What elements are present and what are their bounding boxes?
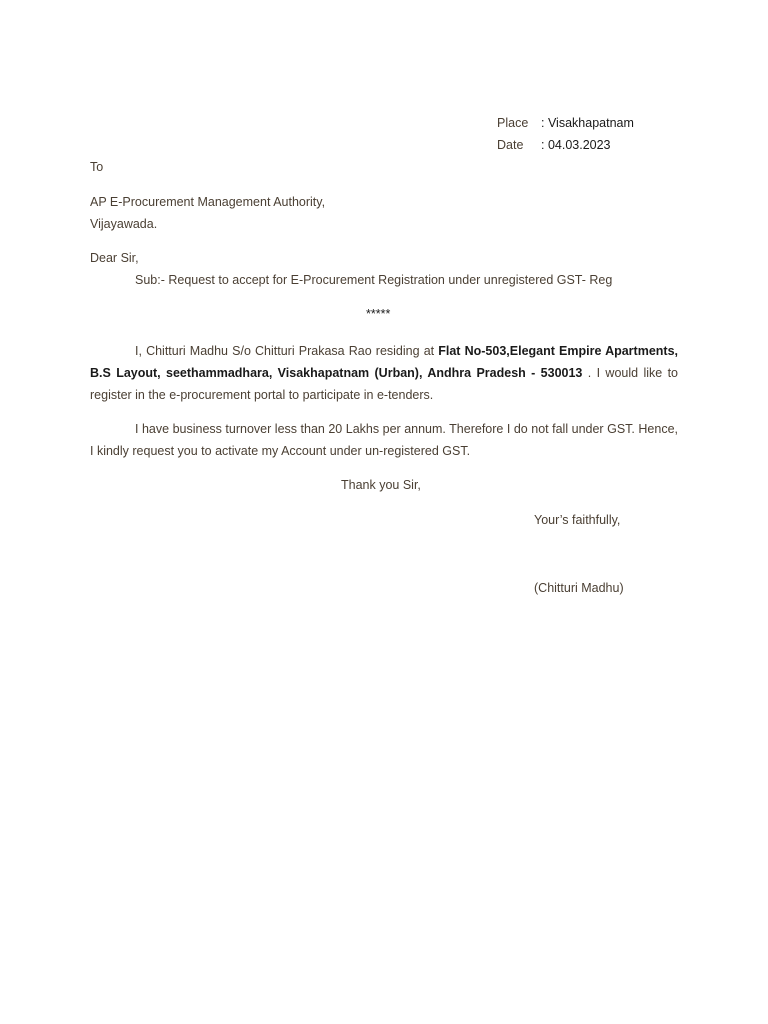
paragraph-1-rest: . I would like to register in the e-procurement portal to participate in e-tenders. — [90, 366, 679, 402]
date-value: : 04.03.2023 — [541, 138, 611, 152]
signature-name: (Chitturi Madhu) — [534, 581, 624, 595]
salutation: Dear Sir, — [90, 251, 139, 265]
subject-line: Sub:- Request to accept for E-Procurement Registration under unregistered GST- Reg — [135, 273, 613, 287]
place-label: Place — [497, 116, 529, 130]
paragraph-2-text: I have business turnover less than 20 Lakhs per annum. Therefore I do not fall under GST. Hence, I kindly request you to activate my Account under un-registered GST. — [90, 422, 678, 458]
to-label: To — [90, 160, 104, 174]
body-paragraph-2 — [90, 418, 678, 462]
body-paragraph-1 — [90, 340, 678, 406]
recipient-line-1: AP E-Procurement Management Authority, — [90, 195, 326, 209]
place-value: : Visakhapatnam — [541, 116, 634, 130]
separator-stars: ***** — [366, 307, 391, 321]
recipient-line-2: Vijayawada. — [90, 217, 158, 231]
date-label: Date — [497, 138, 524, 152]
thanks-line: Thank you Sir, — [341, 478, 421, 492]
paragraph-1-intro: I, Chitturi Madhu S/o Chitturi Prakasa Rao residing at — [135, 344, 439, 358]
closing-faithfully: Your’s faithfully, — [534, 513, 621, 527]
paragraph-1-address: Flat No-503,Elegant Empire Apartments, B.S Layout, seethammadhara, Visakhapatnam (Urban), Andhra Pradesh - 530013 — [90, 344, 678, 380]
